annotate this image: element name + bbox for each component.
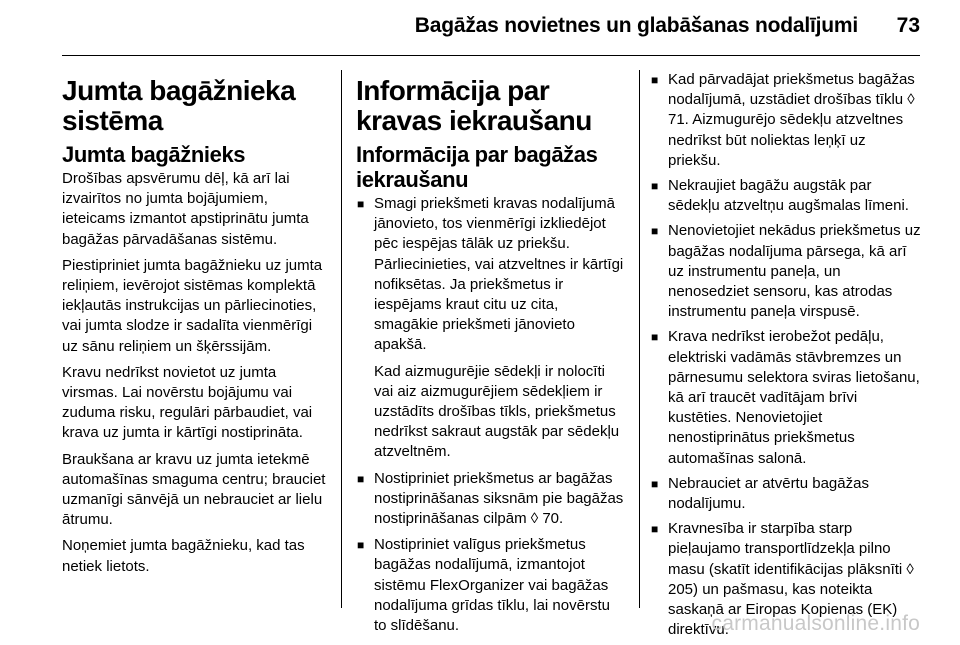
bullet-item bbox=[650, 70, 922, 171]
section-heading-loading-info: Informācija par kravas iekraušanu bbox=[356, 75, 592, 136]
bullet-continuation: Kad aizmugurējie sēdekļi ir nolocīti vai aiz aizmugurējiem sēdekļiem ir uzstādīts drošības tīkls, priekšmetus nedrīkst sakraut augstāk par sēdekļu atzveltnēm. bbox=[374, 362, 620, 461]
bullet-square-icon: ■ bbox=[651, 224, 659, 239]
bullet-item bbox=[650, 474, 922, 514]
bullet-item bbox=[650, 327, 922, 468]
column-1 bbox=[62, 70, 326, 583]
bullet-square-icon: ■ bbox=[357, 538, 365, 553]
bullet-item bbox=[650, 176, 922, 216]
paragraph: Piestipriniet jumta bagāžnieku uz jumta reliņiem, ievērojot sistēmas komplektā iekļautās instrukcijas un pārliecinoties, vai jumta slodze ir sadalīta vienmērīgi uz sānu reliņiem un šķērssijām. bbox=[62, 256, 323, 355]
bullet-text: Kravnesība ir starpība starp pieļaujamo transportlīdzekļa pilno masu (skatīt identifikācijas plāksnīti ◊ 205) un pašmasu, kas noteikta saskaņā ar Eiropas Kopienas (EK) direktīvu. bbox=[668, 520, 914, 639]
page-number: 73 bbox=[896, 14, 920, 37]
paragraph: Braukšana ar kravu uz jumta ietekmē automašīnas smaguma centru; brauciet uzmanīgi sānvējā un nebrauciet ar lielu ātrumu. bbox=[62, 450, 326, 529]
bullet-square-icon: ■ bbox=[357, 197, 365, 211]
header-rule bbox=[62, 55, 920, 56]
column-divider-2 bbox=[639, 70, 640, 608]
paragraph: Drošības apsvērumu dēļ, kā arī lai izvairītos no jumta bojājumiem, ieteicams izmantot apstiprinātu jumta bagāžas pārvadāšanas sistēmu. bbox=[62, 170, 309, 248]
subsection-heading-luggage-loading: Informācija par bagāžas iekraušanu bbox=[356, 142, 598, 192]
page-header bbox=[0, 0, 960, 62]
section-heading-roof-rack-system: Jumta bagāžnieka sistēma bbox=[62, 75, 296, 136]
watermark: carmanualsonline.info bbox=[711, 612, 920, 635]
subsection-heading-roof-rack: Jumta bagāžnieks bbox=[62, 142, 246, 167]
bullet-text: Smagi priekšmeti kravas nodalījumā jānovieto, tos vienmērīgi izkliedējot pēc iespējas tālāk uz priekšu. Pārliecinieties, vai atzveltnes ir kārtīgi nofiksētas. Ja priekšmetus ir iespējams kraut citu uz cita, smagākie priekšmeti jānovieto apakšā. bbox=[374, 195, 624, 354]
bullet-item bbox=[356, 194, 626, 356]
bullet-square-icon: ■ bbox=[651, 73, 659, 87]
bullet-square-icon: ■ bbox=[651, 330, 659, 345]
column-3 bbox=[650, 70, 922, 645]
bullet-square-icon: ■ bbox=[651, 179, 659, 194]
column-divider-1 bbox=[341, 70, 342, 608]
header-title: Bagāžas novietnes un glabāšanas nodalījumi bbox=[414, 14, 858, 37]
paragraph: Noņemiet jumta bagāžnieku, kad tas netiek lietots. bbox=[62, 537, 305, 575]
bullet-text: Nostipriniet valīgus priekšmetus bagāžas nodalījumā, izmantojot sistēmu FlexOrganizer vai bagāžas nodalījuma grīdas tīklu, lai novērstu to slīdēšanu. bbox=[374, 536, 610, 635]
column-2 bbox=[356, 70, 626, 642]
bullet-item bbox=[356, 469, 626, 530]
paragraph: Kravu nedrīkst novietot uz jumta virsmas. Lai novērstu bojājumu vai zuduma risku, regulāri pārbaudiet, vai krava uz jumta ir kārtīgi nostiprināta. bbox=[62, 363, 313, 442]
bullet-item bbox=[650, 221, 922, 322]
bullet-item bbox=[356, 535, 626, 636]
bullet-text: Nenovietojiet nekādus priekšmetus uz bagāžas nodalījuma pārsega, kā arī uz instrumentu paneļa, un nenosedziet sensoru, kas atrodas instrumentu paneļa virspusē. bbox=[668, 222, 921, 321]
bullet-square-icon: ■ bbox=[651, 476, 659, 491]
bullet-text: Nostipriniet priekšmetus ar bagāžas nostiprināšanas siksnām pie bagāžas nostiprināšanas cilpām ◊ 70. bbox=[374, 469, 624, 528]
bullet-square-icon: ■ bbox=[651, 522, 659, 537]
bullet-text: Nebrauciet ar atvērtu bagāžas nodalījumu. bbox=[668, 474, 869, 513]
bullet-square-icon: ■ bbox=[357, 471, 365, 486]
bullet-text: Nekraujiet bagāžu augstāk par sēdekļu atzveltņu augšmalas līmeni. bbox=[668, 177, 909, 215]
bullet-text: Kad pārvadājat priekšmetus bagāžas nodalījumā, uzstādiet drošības tīklu ◊ 71. Aizmugurējo sēdekļu atzveltnes nedrīkst būt noliektas leņķī uz priekšu. bbox=[668, 71, 915, 169]
bullet-text: Krava nedrīkst ierobežot pedāļu, elektriski vadāmās stāvbremzes un pārnesumu selektora sviras lietošanu, kā arī traucēt vadītājam brīvi kustēties. Nenovietojiet nenostiprinātus priekšmetus automašīnas salonā. bbox=[668, 328, 920, 467]
